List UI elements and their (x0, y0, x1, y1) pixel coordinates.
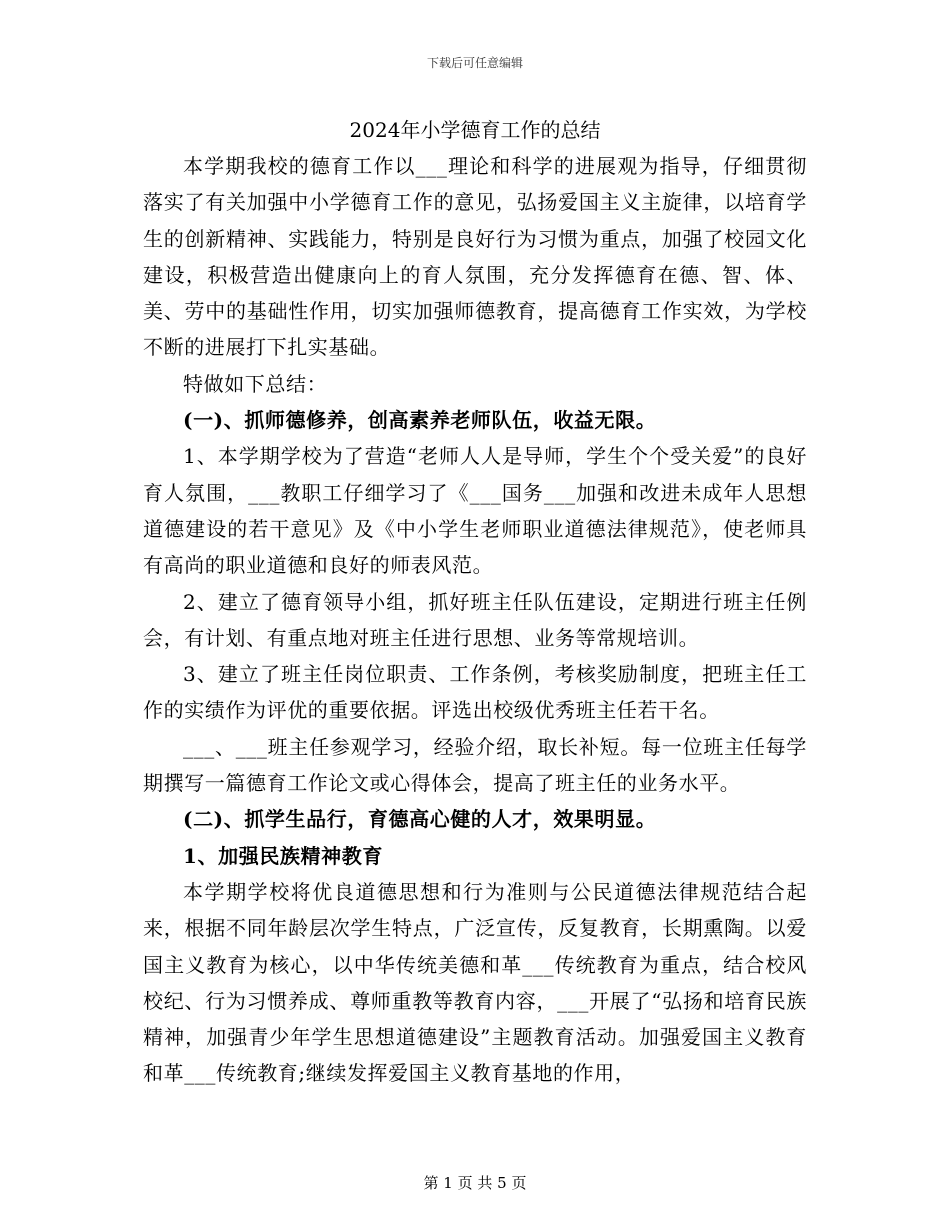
paragraph: ___、___班主任参观学习，经验介绍，取长补短。每一位班主任每学期撰写一篇德育工作论文或心得体会，提高了班主任的业务水平。 (143, 734, 807, 796)
section-heading: (一)、抓师德修养，创高素养老师队伍，收益无限。 (183, 408, 657, 433)
paragraph: 3、建立了班主任岗位职责、工作条例，考核奖励制度，把班主任工作的实绩作为评优的重要依据。评选出校级优秀班主任若干名。 (143, 662, 807, 723)
paragraph: 特做如下总结： (183, 371, 328, 396)
section-heading: (二)、抓学生品行，育德高心健的人才，效果明显。 (183, 807, 657, 832)
subsection-heading: 1、加强民族精神教育 (183, 843, 383, 868)
header-note: 下载后可任意编辑 (426, 56, 523, 70)
document-body (143, 112, 807, 1092)
paragraph: 本学期学校将优良道德思想和行为准则与公民道德法律规范结合起来，根据不同年龄层次学生特点，广泛宣传，反复教育，长期熏陶。以爱国主义教育为核心，以中华传统美德和革___传统教育为重点，结合校风校纪、行为习惯养成、尊师重教等教育内容，___开展了“弘扬和培育民族精神，加强青少年学生思想道德建设”主题教育活动。加强爱国主义教育和革___传统教育;继续发挥爱国主义教育基地的作用， (143, 879, 807, 1086)
paragraph: 2、建立了德育领导小组，抓好班主任队伍建设，定期进行班主任例会，有计划、有重点地对班主任进行思想、业务等常规培训。 (143, 589, 807, 650)
paragraph: 1、本学期学校为了营造“老师人人是导师，学生个个受关爱”的良好育人氛围，___教职工仔细学习了《___国务___加强和改进未成年人思想道德建设的若干意见》及《中小学生老师职业道德法律规范》，使老师具有高尚的职业道德和良好的师表风范。 (143, 444, 807, 578)
paragraph-list (143, 148, 807, 1092)
paragraph: 本学期我校的德育工作以___理论和科学的进展观为指导，仔细贯彻落实了有关加强中小学德育工作的意见，弘扬爱国主义主旋律，以培育学生的创新精神、实践能力，特别是良好行为习惯为重点，加强了校园文化建设，积极营造出健康向上的育人氛围，充分发挥德育在德、智、体、美、劳中的基础性作用，切实加强师德教育，提高德育工作实效，为学校不断的进展打下扎实基础。 (143, 154, 807, 360)
document-title: 2024年小学德育工作的总结 (349, 118, 601, 142)
page-number: 第 1 页 共 5 页 (423, 1174, 527, 1192)
